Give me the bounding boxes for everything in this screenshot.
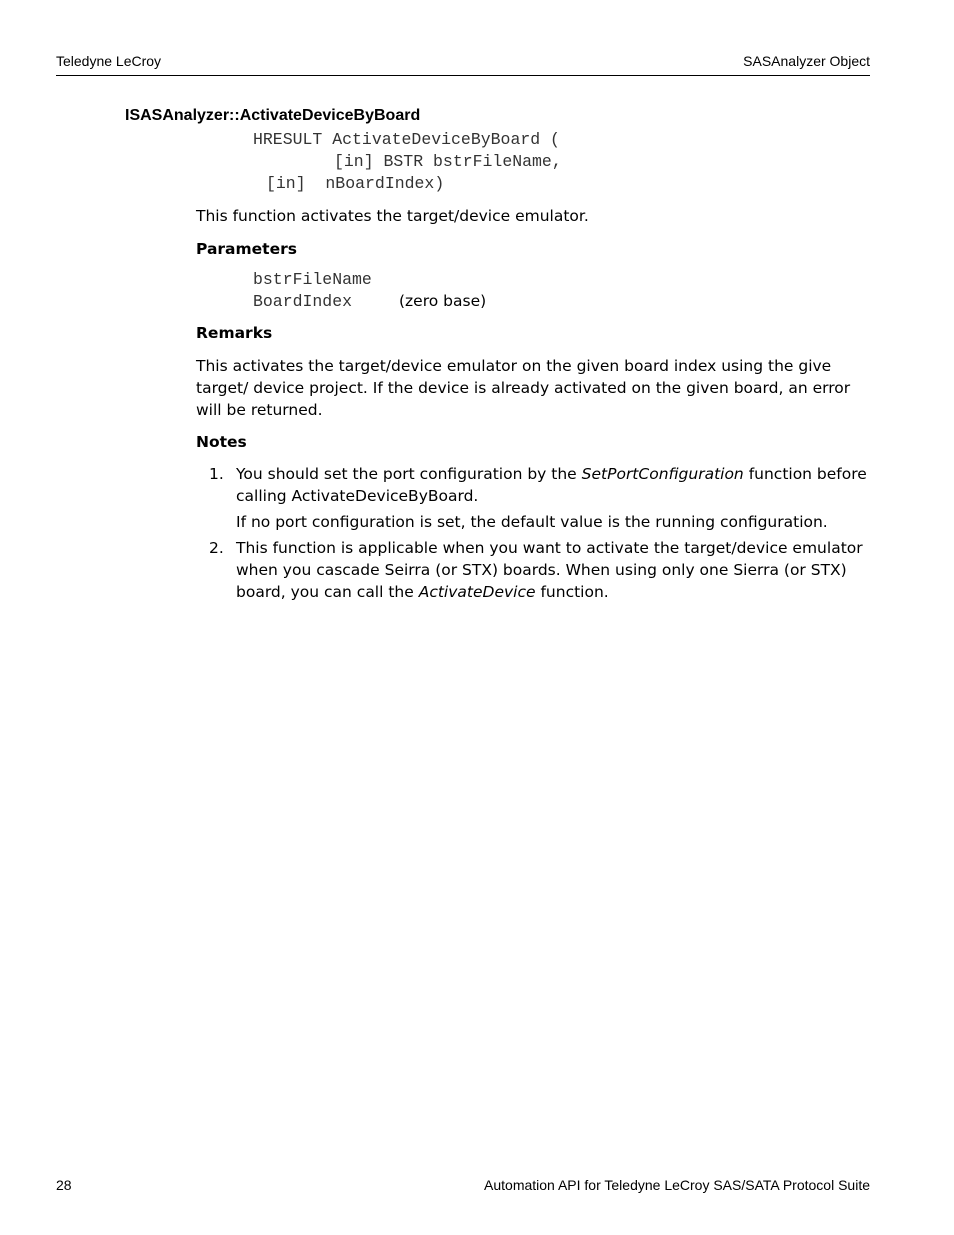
parameters-heading: Parameters bbox=[196, 240, 297, 258]
remarks-text: This activates the target/device emulator on the given board index using the give target/ device project. If the device is already activated on the given board, an error will be returned. bbox=[196, 357, 851, 419]
note-1-text bbox=[236, 463, 876, 507]
header-left: Teledyne LeCroy bbox=[56, 53, 162, 69]
note-2-text bbox=[236, 537, 876, 603]
note-2-text-a: This function is applicable when you want to activate the target/device emulator when you cascade Seirra (or STX) boards. When using only one Sierra (or STX) board, you can call the bbox=[236, 539, 863, 601]
note-1-number: 1. bbox=[209, 465, 224, 483]
notes-heading: Notes bbox=[196, 433, 247, 451]
param-boardindex-desc: (zero base) bbox=[399, 292, 487, 310]
page-footer bbox=[56, 1177, 870, 1197]
note-1-extra: If no port configuration is set, the default value is the running configuration. bbox=[236, 513, 828, 531]
description: This function activates the target/device emulator. bbox=[196, 207, 589, 225]
activate-device-ref: ActivateDevice bbox=[418, 583, 536, 601]
note-2-number: 2. bbox=[209, 539, 224, 557]
param-bstrfilename: bstrFileName bbox=[253, 270, 372, 289]
page-number: 28 bbox=[56, 1177, 72, 1193]
param-boardindex: BoardIndex bbox=[253, 292, 353, 311]
page-header bbox=[56, 53, 870, 76]
signature-line-2: [in] BSTR bstrFileName, bbox=[334, 152, 562, 171]
signature-line-3: [in] nBoardIndex) bbox=[266, 174, 445, 193]
remarks-heading: Remarks bbox=[196, 324, 273, 342]
note-1-text-b: function before calling ActivateDeviceByBoard. bbox=[236, 465, 867, 505]
note-2-text-b: function. bbox=[535, 583, 609, 601]
section-title: ISASAnalyzer::ActivateDeviceByBoard bbox=[125, 107, 421, 124]
header-right: SASAnalyzer Object bbox=[743, 53, 870, 69]
footer-title: Automation API for Teledyne LeCroy SAS/SATA Protocol Suite bbox=[484, 1177, 870, 1193]
note-1-text-a: You should set the port configuration by the bbox=[236, 465, 582, 483]
signature-line-1: HRESULT ActivateDeviceByBoard ( bbox=[253, 130, 560, 149]
set-port-configuration-ref: SetPortConfiguration bbox=[581, 465, 744, 483]
